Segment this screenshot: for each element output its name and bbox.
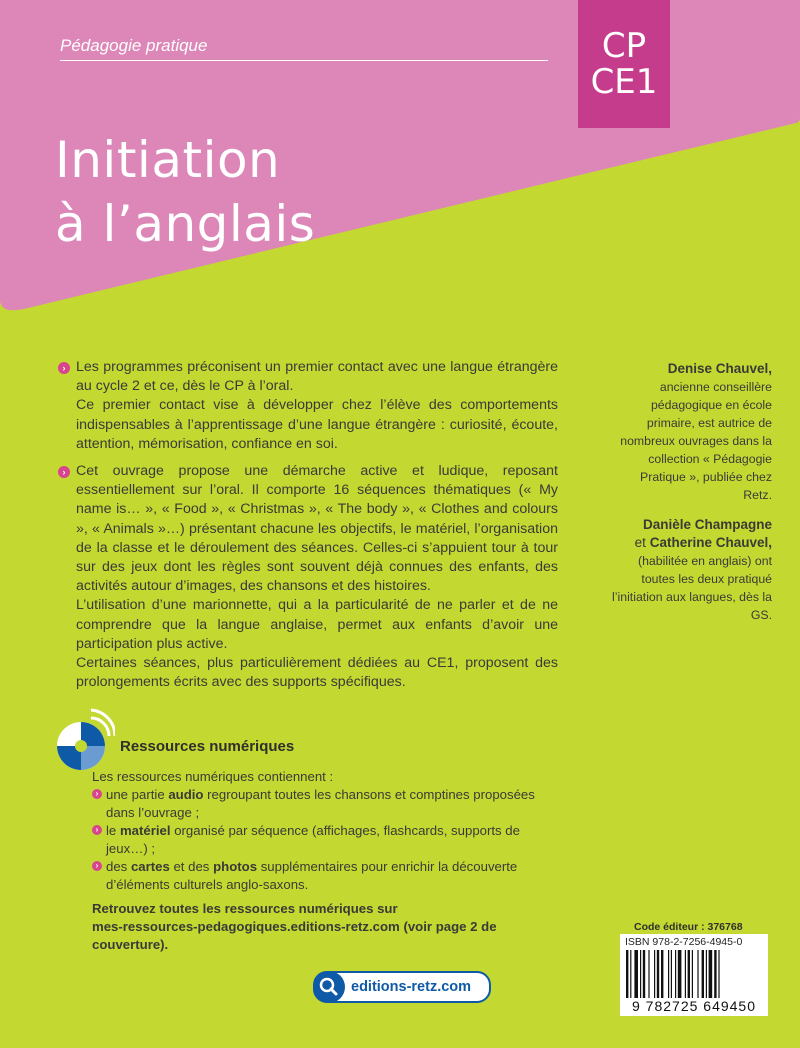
barcode [626,950,762,998]
bullet-arrow-icon: › [92,825,102,835]
publisher-badge[interactable] [313,971,491,1003]
paragraph: Cet ouvrage propose une démarche active et ludique, reposant essentiellement sur l’oral. Il comporte 16 séquences thématiques (« My name is… », « Food », « Christmas », « The body », « Clothes and colours », « Animals »…) présentant chacune les objectifs, le matériel, l’organisation de la classe et le déroulement des séances. Celles-ci s’appuient tour à tour sur des jeux dont les règles sont souvent déjà connues des enfants, des activités autour d’images, des chansons et des histoires. [76,463,558,595]
bullet-block-1 [58,358,558,454]
resources-section [92,768,562,954]
paragraph: L’utilisation d’une marionnette, qui a la particularité de ne parler et de ne comprendre que la langue anglaise, permet aux enfants d’avoir une participation plus active. [76,597,558,652]
isbn-text: ISBN 978-2-7256-4945-0 [625,936,743,948]
author-name [610,534,772,552]
list-item: › le matériel organisé par séquence (affichages, flashcards, supports de jeux…) ; [92,822,562,858]
bullet-arrow-icon: › [58,362,70,374]
level-tab [578,0,670,128]
resources-list [92,786,562,894]
series-name: Pédagogie pratique [60,36,548,61]
code-editeur: Code éditeur : 376768 [634,921,743,933]
level-cp: CP [601,26,647,66]
paragraph: Les programmes préconisent un premier contact avec une langue étrangère au cycle 2 et ce, dès le CP à l’oral. [76,359,558,395]
list-item: › des cartes et des photos supplémentaires pour enrichir la découverte d’éléments culturels anglo-saxons. [92,858,562,894]
authors [610,360,772,624]
title-line-2: à l’anglais [55,195,316,253]
description [58,358,558,700]
bullet-block-2 [58,462,558,692]
paragraph: Certaines séances, plus particulièrement dédiées au CE1, proposent des prolongements écrits avec des supports spécifiques. [76,655,558,691]
resources-link-text: Retrouvez toutes les ressources numériques sur [92,901,398,916]
bullet-arrow-icon: › [92,861,102,871]
list-item: › une partie audio regroupant toutes les chansons et comptines proposées dans l’ouvrage ; [92,786,562,822]
author-bio: (habilitée en anglais) ont toutes les deux pratiqué l’initiation aux langues, dès la GS. [612,554,772,622]
resources-link-url[interactable]: mes-ressources-pedagogiques.editions-retz.com (voir page 2 de couverture). [92,919,497,952]
and-word: et [634,535,646,550]
barcode-digits: 9 782725 649450 [632,998,756,1014]
resources-title: Ressources numériques [120,738,295,755]
level-ce1: CE1 [590,62,658,102]
author-bio: ancienne conseillère pédagogique en école primaire, est autrice de nombreux ouvrages dans la collection « Pédagogie Pratique », publiée chez Retz. [620,380,772,502]
search-icon [313,971,345,1003]
bullet-arrow-icon: › [58,466,70,478]
publisher-url[interactable]: editions-retz.com [351,979,472,995]
bullet-arrow-icon: › [92,789,102,799]
author-name: Denise Chauvel, [667,361,772,376]
resources-intro: Les ressources numériques contiennent : [92,769,334,784]
title-line-1: Initiation [55,131,281,189]
author-name: Danièle Champagne [642,517,772,532]
book-title [55,128,315,256]
author-name-3: Catherine Chauvel, [649,535,772,550]
isbn-box [620,934,768,1016]
paragraph: Ce premier contact vise à développer chez l’élève des comportements indispensables à l’apprentissage d’une langue étrangère : curiosité, écoute, attention, mémorisation, confiance en soi. [76,397,558,452]
disc-audio-icon [55,708,115,772]
